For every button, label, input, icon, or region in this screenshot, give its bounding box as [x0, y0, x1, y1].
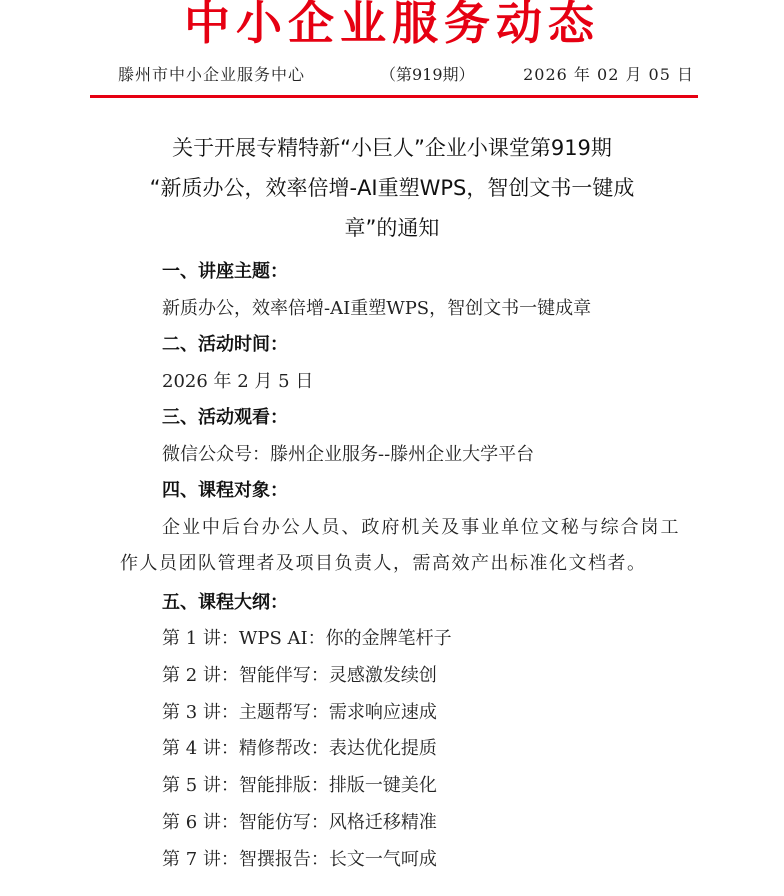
masthead-divider	[90, 95, 698, 98]
lecture-item: 第 7 讲：智撰报告：长文一气呵成	[162, 848, 437, 870]
lecture-item: 第 3 讲：主题帮写：需求响应速成	[162, 701, 437, 723]
section-heading-time: 二、活动时间：	[162, 334, 288, 355]
watch-text: 微信公众号：滕州企业服务--滕州企业大学平台	[162, 443, 535, 465]
lecture-item: 第 1 讲：WPS AI：你的金牌笔杆子	[162, 628, 452, 649]
issue-date: 2026 年 02 月 05 日	[523, 65, 694, 84]
notice-title-line: 关于开展专精特新“小巨人”企业小课堂第919期	[172, 136, 612, 160]
masthead-title: 中小企业服务动态	[184, 0, 600, 50]
lecture-item: 第 4 讲：精修帮改：表达优化提质	[162, 738, 437, 760]
notice-body	[120, 254, 680, 879]
lecture-item: 第 2 讲：智能伴写：灵感激发续创	[162, 664, 437, 686]
publisher-name: 滕州市中小企业服务中心	[118, 65, 306, 84]
topic-text: 新质办公，效率倍增-AI重塑WPS，智创文书一键成章	[162, 297, 592, 319]
time-text: 2026 年 2 月 5 日	[162, 370, 314, 392]
issue-meta	[118, 62, 694, 88]
lecture-item: 第 5 讲：智能排版：排版一键美化	[162, 775, 437, 797]
issue-number: （第919期）	[380, 65, 475, 84]
section-heading-audience: 四、课程对象：	[162, 480, 288, 501]
section-heading-watch: 三、活动观看：	[162, 407, 288, 428]
notice-title	[118, 128, 666, 248]
section-heading-outline: 五、课程大纲：	[162, 591, 288, 613]
section-heading-topic: 一、讲座主题：	[162, 261, 288, 282]
lecture-item: 第 6 讲：智能仿写：风格迁移精准	[162, 811, 437, 833]
notice-title-line: 章”的通知	[344, 216, 440, 240]
notice-title-line: “新质办公，效率倍增-AI重塑WPS，智创文书一键成	[149, 176, 635, 200]
audience-text: 企业中后台办公人员、政府机关及事业单位文秘与综合岗工作人员团队管理者及项目负责人，需高效产出标准化文档者。	[120, 516, 680, 574]
